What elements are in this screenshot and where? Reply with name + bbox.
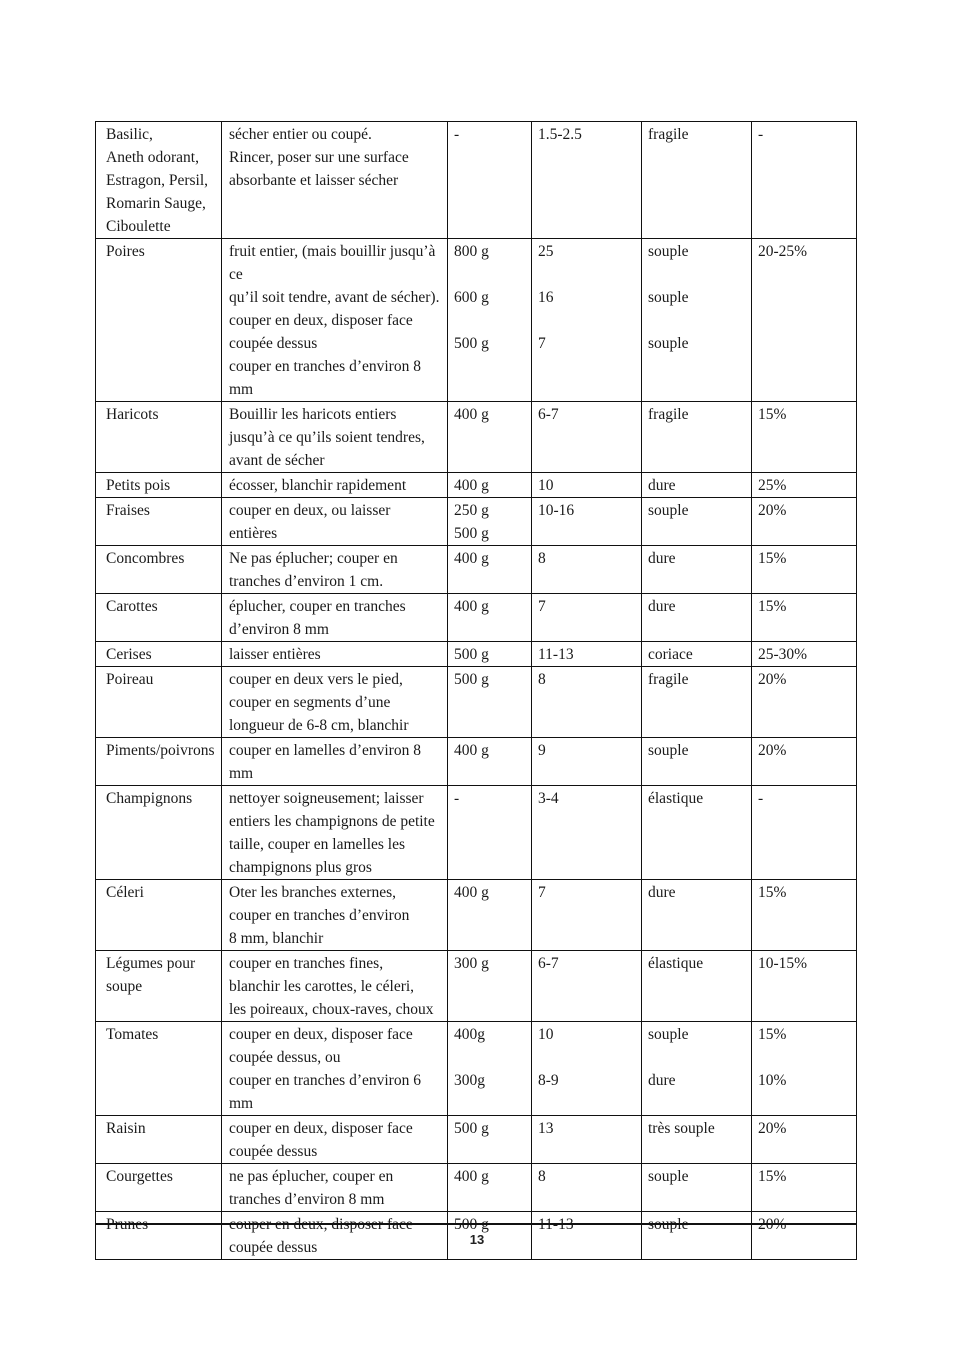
cell-yield: 15%: [752, 594, 857, 642]
cell-drying-time: 11-13: [532, 1212, 642, 1260]
drying-table-body: [96, 122, 857, 1260]
cell-consistency: souple dure: [642, 1022, 752, 1116]
cell-consistency: fragile: [642, 122, 752, 239]
cell-preparation: couper en deux, disposer face coupée dessus: [222, 1212, 448, 1260]
cell-drying-time: 25 16 7: [532, 239, 642, 402]
table-row: [96, 402, 857, 473]
cell-quantity: 800 g 600 g 500 g: [448, 239, 532, 402]
cell-quantity: 400 g: [448, 473, 532, 498]
cell-consistency: dure: [642, 546, 752, 594]
table-row: [96, 1116, 857, 1164]
cell-drying-time: 3-4: [532, 786, 642, 880]
cell-quantity: 500 g: [448, 1116, 532, 1164]
cell-item-name: Petits pois: [96, 473, 222, 498]
cell-consistency: fragile: [642, 402, 752, 473]
cell-drying-time: 6-7: [532, 402, 642, 473]
table-row: [96, 667, 857, 738]
cell-preparation: couper en deux, disposer face coupée dessus, ou couper en tranches d’environ 6 mm: [222, 1022, 448, 1116]
cell-preparation: couper en deux, ou laisser entières: [222, 498, 448, 546]
cell-item-name: Piments/poivrons: [96, 738, 222, 786]
cell-drying-time: 10: [532, 473, 642, 498]
cell-yield: 20%: [752, 667, 857, 738]
cell-drying-time: 7: [532, 594, 642, 642]
cell-yield: -: [752, 122, 857, 239]
cell-item-name: Raisin: [96, 1116, 222, 1164]
cell-preparation: nettoyer soigneusement; laisser entiers les champignons de petite taille, couper en lamelles les champignons plus gros: [222, 786, 448, 880]
cell-consistency: coriace: [642, 642, 752, 667]
cell-drying-time: 7: [532, 880, 642, 951]
cell-preparation: Bouillir les haricots entiers jusqu’à ce qu’ils soient tendres, avant de sécher: [222, 402, 448, 473]
cell-item-name: Céleri: [96, 880, 222, 951]
cell-quantity: 400g 300g: [448, 1022, 532, 1116]
cell-quantity: 400 g: [448, 402, 532, 473]
cell-yield: 15% 10%: [752, 1022, 857, 1116]
cell-preparation: sécher entier ou coupé. Rincer, poser sur une surface absorbante et laisser sécher: [222, 122, 448, 239]
footer-divider: [95, 1223, 856, 1225]
cell-preparation: couper en tranches fines, blanchir les carottes, le céleri, les poireaux, choux-raves, choux: [222, 951, 448, 1022]
cell-preparation: fruit entier, (mais bouillir jusqu’à ce qu’il soit tendre, avant de sécher). couper en deux, disposer face coupée dessus couper en tranches d’environ 8 mm: [222, 239, 448, 402]
cell-preparation: couper en deux, disposer face coupée dessus: [222, 1116, 448, 1164]
cell-preparation: éplucher, couper en tranches d’environ 8 mm: [222, 594, 448, 642]
cell-drying-time: 11-13: [532, 642, 642, 667]
cell-yield: -: [752, 786, 857, 880]
cell-preparation: couper en lamelles d’environ 8 mm: [222, 738, 448, 786]
cell-drying-time: 8: [532, 1164, 642, 1212]
cell-consistency: souple: [642, 738, 752, 786]
cell-preparation: couper en deux vers le pied, couper en segments d’une longueur de 6-8 cm, blanchir: [222, 667, 448, 738]
cell-quantity: 300 g: [448, 951, 532, 1022]
cell-yield: 20%: [752, 1116, 857, 1164]
cell-quantity: 400 g: [448, 594, 532, 642]
cell-consistency: dure: [642, 594, 752, 642]
cell-drying-time: 10-16: [532, 498, 642, 546]
cell-item-name: Basilic, Aneth odorant, Estragon, Persil, Romarin Sauge, Ciboulette: [96, 122, 222, 239]
cell-yield: 15%: [752, 546, 857, 594]
table-row: [96, 546, 857, 594]
cell-item-name: Haricots: [96, 402, 222, 473]
cell-item-name: Fraises: [96, 498, 222, 546]
cell-quantity: 500 g: [448, 667, 532, 738]
cell-item-name: Prunes: [96, 1212, 222, 1260]
cell-quantity: -: [448, 786, 532, 880]
cell-yield: 15%: [752, 880, 857, 951]
cell-item-name: Tomates: [96, 1022, 222, 1116]
table-row: [96, 738, 857, 786]
cell-item-name: Concombres: [96, 546, 222, 594]
table-row: [96, 594, 857, 642]
cell-quantity: 500 g: [448, 1212, 532, 1260]
cell-quantity: 400 g: [448, 738, 532, 786]
cell-quantity: 400 g: [448, 1164, 532, 1212]
page-number: 13: [469, 1232, 485, 1247]
table-row: [96, 880, 857, 951]
cell-yield: 20%: [752, 498, 857, 546]
cell-consistency: souple: [642, 1164, 752, 1212]
cell-quantity: 400 g: [448, 546, 532, 594]
cell-preparation: écosser, blanchir rapidement: [222, 473, 448, 498]
cell-yield: 25%: [752, 473, 857, 498]
cell-drying-time: 8: [532, 546, 642, 594]
cell-item-name: Poires: [96, 239, 222, 402]
table-row: [96, 122, 857, 239]
table-row: [96, 1164, 857, 1212]
cell-yield: 20%: [752, 738, 857, 786]
cell-yield: 20-25%: [752, 239, 857, 402]
cell-drying-time: 6-7: [532, 951, 642, 1022]
cell-consistency: souple souple souple: [642, 239, 752, 402]
cell-drying-time: 13: [532, 1116, 642, 1164]
cell-consistency: très souple: [642, 1116, 752, 1164]
cell-preparation: laisser entières: [222, 642, 448, 667]
cell-yield: 10-15%: [752, 951, 857, 1022]
cell-yield: 15%: [752, 402, 857, 473]
cell-drying-time: 8: [532, 667, 642, 738]
cell-item-name: Poireau: [96, 667, 222, 738]
cell-item-name: Champignons: [96, 786, 222, 880]
cell-consistency: élastique: [642, 786, 752, 880]
table-row: [96, 473, 857, 498]
cell-consistency: souple: [642, 498, 752, 546]
cell-quantity: 400 g: [448, 880, 532, 951]
cell-preparation: Ne pas éplucher; couper en tranches d’environ 1 cm.: [222, 546, 448, 594]
cell-consistency: dure: [642, 880, 752, 951]
table-row: [96, 1022, 857, 1116]
cell-item-name: Courgettes: [96, 1164, 222, 1212]
table-row: [96, 786, 857, 880]
drying-table: [95, 121, 857, 1260]
cell-item-name: Légumes pour soupe: [96, 951, 222, 1022]
cell-yield: 15%: [752, 1164, 857, 1212]
table-row: [96, 642, 857, 667]
table-row: [96, 239, 857, 402]
table-row: [96, 951, 857, 1022]
cell-preparation: ne pas éplucher, couper en tranches d’environ 8 mm: [222, 1164, 448, 1212]
cell-item-name: Cerises: [96, 642, 222, 667]
cell-quantity: 250 g 500 g: [448, 498, 532, 546]
cell-drying-time: 1.5-2.5: [532, 122, 642, 239]
cell-consistency: dure: [642, 473, 752, 498]
cell-yield: 20%: [752, 1212, 857, 1260]
cell-quantity: 500 g: [448, 642, 532, 667]
table-row: [96, 498, 857, 546]
cell-preparation: Oter les branches externes, couper en tranches d’environ 8 mm, blanchir: [222, 880, 448, 951]
cell-consistency: fragile: [642, 667, 752, 738]
cell-item-name: Carottes: [96, 594, 222, 642]
cell-yield: 25-30%: [752, 642, 857, 667]
cell-consistency: souple: [642, 1212, 752, 1260]
cell-drying-time: 10 8-9: [532, 1022, 642, 1116]
cell-quantity: -: [448, 122, 532, 239]
cell-consistency: élastique: [642, 951, 752, 1022]
cell-drying-time: 9: [532, 738, 642, 786]
